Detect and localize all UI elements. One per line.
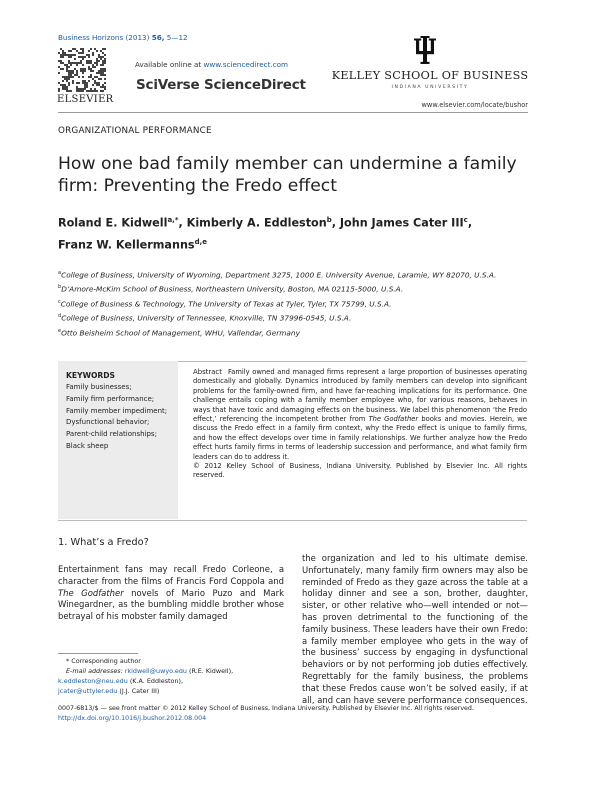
abstract-part2: books and movies. Herein, we discuss the Fredo effect in a family firm context, why the Fredo effect is unique to family firms, and how the effect develops over time in family relationships. We further analyze how the Fredo effect hurts family firms in terms of leadership succession and performance, and what family firm leaders can do to address it. <box>193 415 527 461</box>
email-link[interactable]: rkidwell@uwyo.edu <box>124 667 187 675</box>
journal-reference[interactable] <box>58 33 188 42</box>
affiliation-text: D’Amore-McKim School of Business, Northeastern University, Boston, MA 02115-5000, U.S.A. <box>61 284 404 294</box>
left-text-1: Entertainment fans may recall Fredo Corleone, a character from the films of Francis Ford Coppola and <box>58 564 284 586</box>
available-online <box>135 60 288 69</box>
author-affiliation-marker[interactable]: d,e <box>194 237 207 246</box>
email-line <box>58 686 298 696</box>
qr-code-icon <box>58 48 106 92</box>
affiliation-marker: c <box>58 298 61 305</box>
author-separator: , <box>331 216 340 230</box>
kelley-school-name: KELLEY SCHOOL OF BUSINESS <box>331 69 529 82</box>
affiliation-text: College of Business, University of Tennessee, Knoxville, TN 37996-0545, U.S.A. <box>61 313 352 323</box>
journal-ref-pages: 5—12 <box>166 33 188 42</box>
affiliation-text: College of Business, University of Wyoming, Department 3275, 1000 E. University Avenue, Laramie, WY 82070, U.S.A. <box>61 270 497 280</box>
author-separator: , <box>178 216 187 230</box>
keyword-item: Black sheep <box>66 441 109 450</box>
author-affiliation-marker[interactable]: a,* <box>167 216 179 224</box>
front-matter-line: 0007-6813/$ — see front matter © 2012 Kelley School of Business, Indiana University. Published by Elsevier Inc. All rights reserved. <box>58 705 474 712</box>
affiliation-text: College of Business & Technology, The University of Texas at Tyler, Tyler, TX 75799, U.S.A. <box>60 299 392 309</box>
keywords-list <box>66 382 174 453</box>
front-matter <box>58 704 528 724</box>
body-column-right: the organization and led to his ultimate demise. Unfortunately, many family firm owners may also be reminded of Fredo as they gaze across the table at a holiday dinner and see a son, brother, daughter, sister, or other relative who—well intended or not—has proven detrimental to the functioning of the family business. These leaders have their own Fredo: a family member employee who gets in the way of the business’ success by engaging in dysfunctional behaviors or by not performing job duties effectively. Regrettably for the family business, the problems that these Fredos cause won’t be solved easily, if at all, and can have severe performance consequences. <box>302 553 528 705</box>
affiliation-item <box>58 296 528 310</box>
email-line <box>58 676 298 686</box>
affiliation-text: Otto Beisheim School of Management, WHU, Vallendar, Germany <box>61 328 300 338</box>
kelley-school-subtitle: INDIANA UNIVERSITY <box>391 85 469 90</box>
affiliation-marker: d <box>58 313 62 320</box>
affiliation-marker: a <box>58 270 62 276</box>
email-owner: (K.A. Eddleston), <box>127 677 184 685</box>
header-divider <box>58 112 528 113</box>
author-name[interactable]: Franz W. Kellermanns <box>58 238 195 252</box>
indiana-university-trident-icon <box>414 36 436 64</box>
keyword-item: Family firm performance; <box>66 394 155 403</box>
abstract-copyright: © 2012 Kelley School of Business, Indiana University. Published by Elsevier Inc. All rights reserved. <box>193 462 527 480</box>
email-owner: (J.J. Cater III) <box>117 687 160 695</box>
keyword-item: Family member impediment; <box>66 406 168 415</box>
elsevier-logo: ELSEVIER <box>57 94 114 105</box>
email-link[interactable]: k.eddleston@neu.edu <box>58 677 128 685</box>
email-line <box>58 666 298 676</box>
sciencedirect-link[interactable]: www.sciencedirect.com <box>203 60 289 69</box>
affiliation-item <box>58 267 528 281</box>
keyword-item: Dysfunctional behavior; <box>66 418 150 427</box>
author-separator: , <box>467 216 473 230</box>
author-affiliation-marker[interactable]: b <box>326 216 332 224</box>
author-name[interactable]: Roland E. Kidwell <box>58 216 168 230</box>
journal-ref-volume: 56, <box>151 33 165 42</box>
affiliation-item <box>58 310 528 324</box>
affiliation-item <box>58 281 528 295</box>
abstract-italic: The Godfather <box>368 415 419 424</box>
keyword-item: Parent-child relationships; <box>66 430 157 439</box>
affiliation-marker: b <box>58 284 62 291</box>
article-title: How one bad family member can undermine a family firm: Preventing the Fredo effect <box>58 154 517 196</box>
left-text-2: novels of Mario Puzo and Mark Winegardner, as the bumbling middle brother whose betrayal of his mobster family damaged <box>58 587 284 622</box>
section-heading: 1. What’s a Fredo? <box>58 537 149 548</box>
author-list <box>58 211 538 254</box>
keyword-item: Family businesses; <box>66 383 132 391</box>
email-link[interactable]: jcater@uttyler.edu <box>58 687 118 695</box>
affiliation-marker: e <box>58 327 62 334</box>
email-label: E-mail addresses: <box>66 667 123 675</box>
author-affiliation-marker[interactable]: c <box>463 216 468 224</box>
corresponding-author-note: * Corresponding author <box>66 657 141 665</box>
abstract-text <box>193 368 527 481</box>
sciverse-logo: SciVerse ScienceDirect <box>136 77 306 93</box>
doi-link[interactable]: http://dx.doi.org/10.1016/j.bushor.2012.08.004 <box>58 715 207 722</box>
email-owner: (R.E. Kidwell), <box>186 667 234 675</box>
left-italic: The Godfather <box>58 587 124 598</box>
body-column-left <box>58 564 284 623</box>
abstract-label: Abstract <box>193 368 222 376</box>
keywords-heading: KEYWORDS <box>66 371 116 380</box>
journal-url[interactable]: www.elsevier.com/locate/bushor <box>421 101 528 109</box>
article-category: ORGANIZATIONAL PERFORMANCE <box>58 126 212 136</box>
affiliation-list <box>58 267 528 339</box>
footnote <box>58 656 298 696</box>
available-prefix: Available online at <box>135 60 204 69</box>
footnote-divider <box>58 653 138 654</box>
journal-ref-name: Business Horizons (2013) <box>58 33 150 42</box>
affiliation-item <box>58 325 528 339</box>
author-name[interactable]: Kimberly A. Eddleston <box>186 216 327 230</box>
abstract-part1: Family owned and managed firms represent a large proportion of businesses operating domestically and globally. Dynamics introduced by family members can develop into significant problems for the family-owned firm, and have far-reaching implications for its performance. One challenge entails coping with a family member employee who, for various reasons, behaves in ways that have toxic and damaging effects on the business. We label this phenomenon ‘the Fredo effect,’ referencing the incompetent brother from <box>193 368 527 424</box>
author-name[interactable]: John James Cater III <box>339 216 464 230</box>
